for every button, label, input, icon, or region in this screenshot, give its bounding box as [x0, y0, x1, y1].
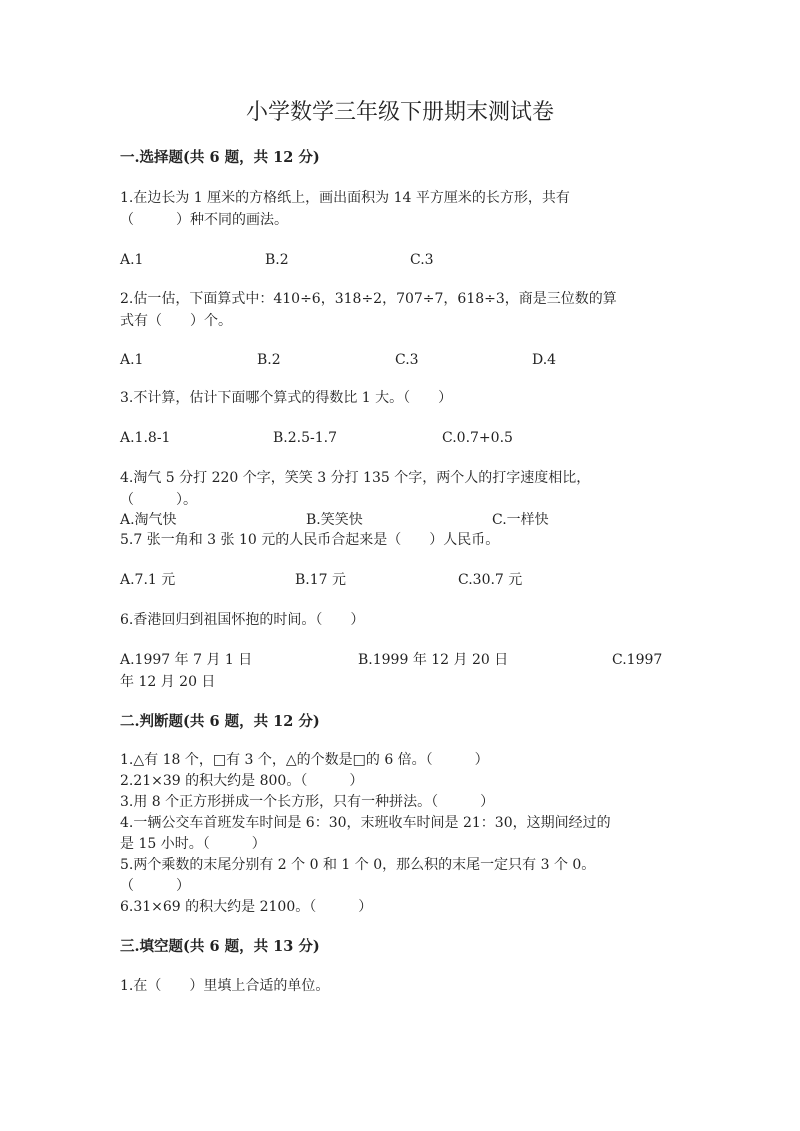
q3-text-line1: 3.不计算，估计下面哪个算式的得数比 1 大。（ ） [120, 390, 453, 406]
section-header-judge: 二.判断题(共 6 题，共 12 分) [120, 713, 320, 730]
q2-option-b: B.2 [257, 352, 281, 368]
judge-line-4-cont: 是 15 小时。（ ） [120, 836, 266, 852]
q4-text-line2: （ ）。 [120, 492, 197, 508]
q4-option-c: C.一样快 [492, 512, 549, 528]
q5-text-line1: 5.7 张一角和 3 张 10 元的人民币合起来是（ ）人民币。 [120, 532, 500, 548]
q3-option-b: B.2.5-1.7 [273, 430, 337, 446]
judge-line-1: 1.△有 18 个，□有 3 个，△的个数是□的 6 倍。（ ） [120, 752, 489, 768]
q6-text-line1: 6.香港回归到祖国怀抱的时间。（ ） [120, 612, 365, 628]
q5-option-a: A.7.1 元 [120, 572, 176, 588]
q6-option-c-continued: 年 12 月 20 日 [120, 674, 216, 690]
q2-option-a: A.1 [120, 352, 144, 368]
q4-text-line1: 4.淘气 5 分打 220 个字，笑笑 3 分打 135 个字，两个人的打字速度相比， [120, 470, 591, 486]
q1-text-line1: 1.在边长为 1 厘米的方格纸上，画出面积为 14 平方厘米的长方形，共有 [120, 190, 570, 206]
judge-line-2: 2.21×39 的积大约是 800。（ ） [120, 773, 364, 789]
q3-option-c: C.0.7+0.5 [442, 430, 513, 446]
q1-option-c: C.3 [410, 252, 434, 268]
q4-option-b: B.笑笑快 [306, 512, 363, 528]
judge-line-4: 4.一辆公交车首班发车时间是 6：30，末班收车时间是 21：30，这期间经过的 [120, 815, 611, 831]
q6-option-b: B.1999 年 12 月 20 日 [358, 652, 509, 668]
section-header-choice: 一.选择题(共 6 题，共 12 分) [120, 149, 320, 166]
q6-option-c: C.1997 [612, 652, 663, 668]
q1-text-line2: （ ）种不同的画法。 [120, 212, 288, 228]
judge-line-3: 3.用 8 个正方形拼成一个长方形，只有一种拼法。（ ） [120, 794, 495, 810]
q2-option-d: D.4 [532, 352, 557, 368]
judge-line-5: 5.两个乘数的末尾分别有 2 个 0 和 1 个 0，那么积的末尾一定只有 3 个 0。 [120, 857, 596, 873]
q3-option-a: A.1.8-1 [120, 430, 171, 446]
q4-option-a: A.淘气快 [120, 512, 177, 528]
q5-option-c: C.30.7 元 [458, 572, 523, 588]
fill-q1-text: 1.在（ ）里填上合适的单位。 [120, 978, 330, 994]
q1-option-b: B.2 [265, 252, 289, 268]
section-header-fill: 三.填空题(共 6 题，共 13 分) [120, 938, 320, 955]
page-title: 小学数学三年级下册期末测试卷 [245, 100, 554, 125]
q1-option-a: A.1 [120, 252, 144, 268]
q2-option-c: C.3 [395, 352, 419, 368]
q5-option-b: B.17 元 [295, 572, 347, 588]
q2-text-line1: 2.估一估，下面算式中：410÷6，318÷2，707÷7，618÷3，商是三位数的算 [120, 291, 617, 307]
judge-line-5-cont: （ ） [120, 878, 190, 894]
judge-line-6: 6.31×69 的积大约是 2100。（ ） [120, 899, 373, 915]
q6-option-a: A.1997 年 7 月 1 日 [120, 652, 253, 668]
q2-text-line2: 式有（ ）个。 [120, 313, 232, 329]
